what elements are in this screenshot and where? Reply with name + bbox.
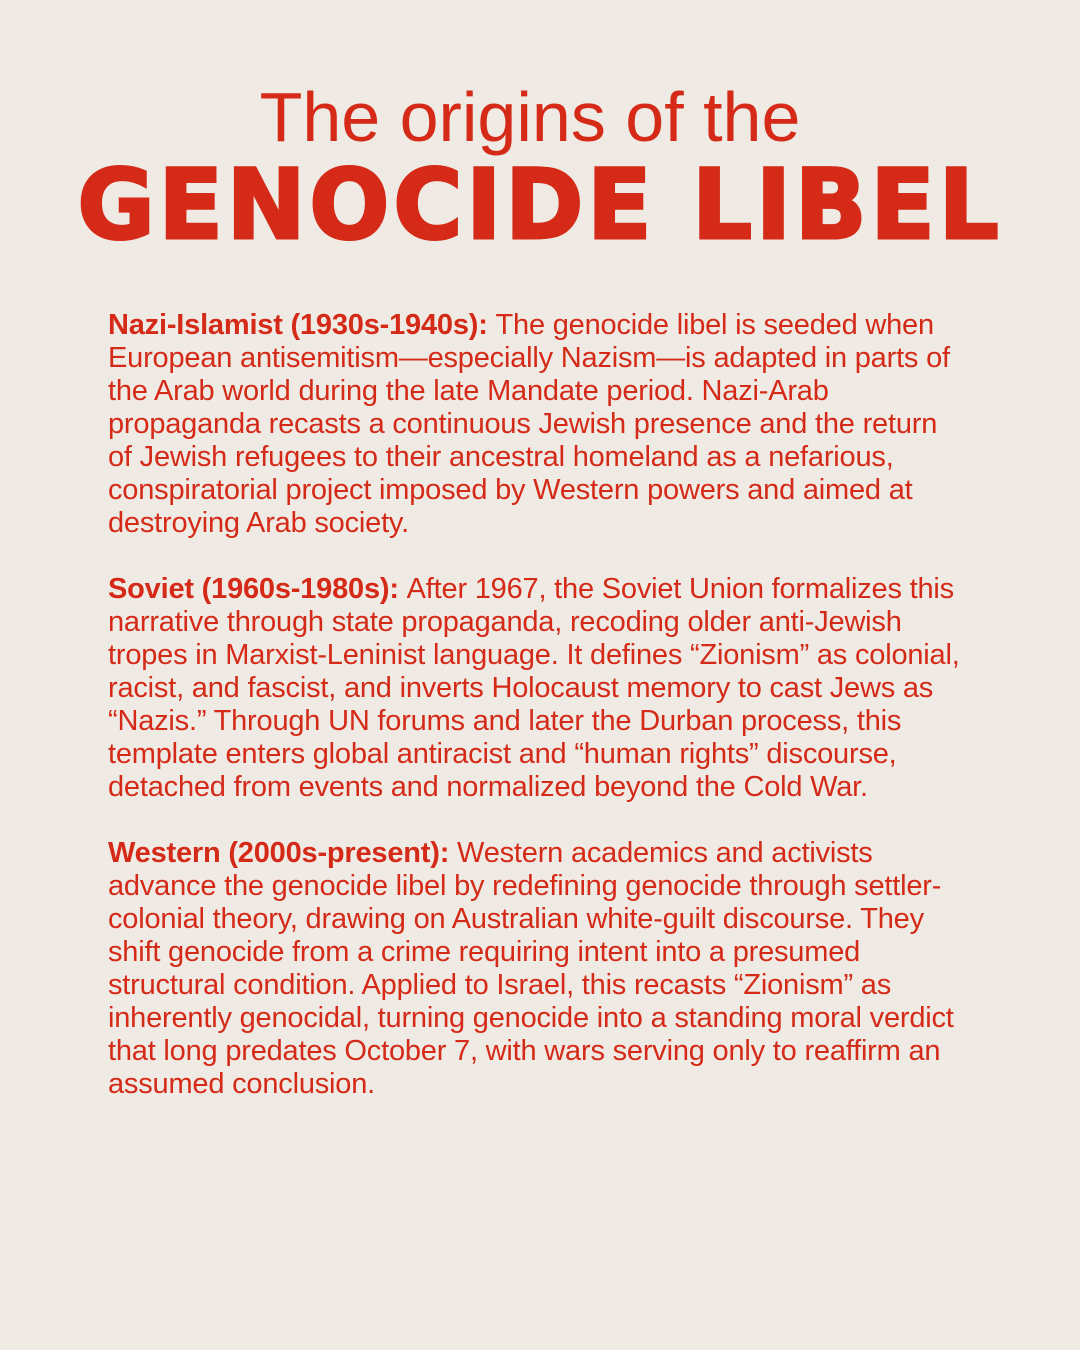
page-title: GENOCIDE LIBEL: [77, 149, 1003, 261]
section-text: Western academics and activists advance the genocide libel by redefining genocide through settler-colonial theory, drawing on Australian white-guilt discourse. They shift genocide from a crime requiring intent into a presumed structural condition. Applied to Israel, this recasts “Zionism” as inherently genocidal, turning genocide into a standing moral verdict that long predates October 7, with wars serving only to reaffirm an assumed conclusion.: [108, 837, 954, 1100]
section-western: [108, 837, 968, 1101]
section-label: Soviet (1960s-1980s):: [108, 573, 407, 605]
section-label: Western (2000s-present):: [108, 837, 458, 869]
section-nazi-islamist: [108, 309, 968, 540]
section-label: Nazi-Islamist (1930s-1940s):: [108, 309, 496, 341]
title-prefix: The origins of the: [259, 78, 801, 156]
section-text: The genocide libel is seeded when European antisemitism—especially Nazism—is adapted in parts of the Arab world during the late Mandate period. Nazi-Arab propaganda recasts a continuous Jewish presence and the return of Jewish refugees to their ancestral homeland as a nefarious, conspiratorial project imposed by Western powers and aimed at destroying Arab society.: [108, 309, 950, 539]
article-body: [108, 309, 968, 1134]
section-text: After 1967, the Soviet Union formalizes this narrative through state propaganda, recoding older anti-Jewish tropes in Marxist-Leninist language. It defines “Zionism” as colonial, racist, and fascist, and inverts Holocaust memory to cast Jews as “Nazis.” Through UN forums and later the Durban process, this template enters global antiracist and “human rights” discourse, detached from events and normalized beyond the Cold War.: [108, 573, 960, 803]
section-soviet: [108, 573, 968, 804]
